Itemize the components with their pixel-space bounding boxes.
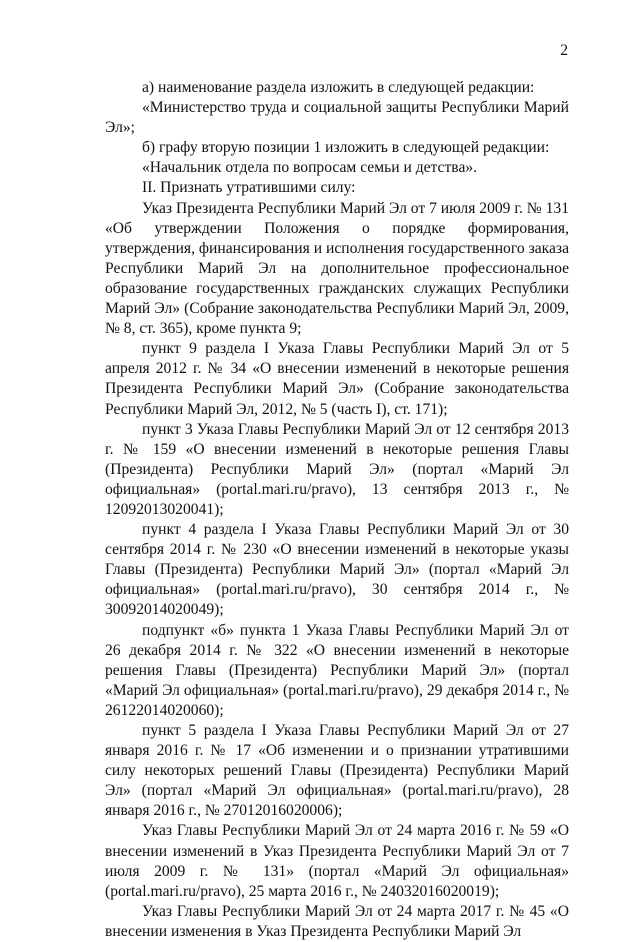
paragraph-ministry-name: «Министерство труда и социальной защиты Республики Марий Эл»; [105, 99, 569, 137]
paragraph-decree-159: пункт 3 Указа Главы Республики Марий Эл от 12 сентября 2013 г. № 159 «О внесении изменений в некоторые решения Главы (Президента) Республики Марий Эл» (портал «Марий Эл официальная» (portal.mari.ru/pravo), 13 сентября 2013 г., № 12092013020041); [105, 420, 569, 518]
paragraph-decree-34: пункт 9 раздела I Указа Главы Республики Марий Эл от 5 апреля 2012 г. № 34 «О внесении изменений в некоторые решения Президента Республики Марий Эл» (Собрание законодательства Республики Марий Эл, 2012, № 5 (часть I), ст. 171); [105, 340, 569, 418]
paragraph-amendment-b: б) графу вторую позиции 1 изложить в следующей редакции: [142, 139, 550, 157]
paragraph-decree-131: Указ Президента Республики Марий Эл от 7 июля 2009 г. № 131 «Об утверждении Положения о порядке формирования, утверждения, финансирования и исполнения государственного заказа Республики Марий Эл на дополнительное профессиональное образование государственных гражданских служащих Республики Марий Эл» (Собрание законодательства Республики Марий Эл, 2009, № 8, ст. 365), кроме пункта 9; [105, 199, 569, 338]
paragraph-decree-59: Указ Главы Республики Марий Эл от 24 марта 2016 г. № 59 «О внесении изменений в Указ Президента Республики Марий Эл от 7 июля 2009 г. № 131» (портал «Марий Эл официальная» (portal.mari.ru/pravo), 25 марта 2016 г., № 24032016020019); [105, 822, 569, 900]
paragraph-decree-230: пункт 4 раздела I Указа Главы Республики Марий Эл от 30 сентября 2014 г. № 230 «О внесении изменений в некоторые указы Главы (Президента) Республики Марий Эл» (портал «Марий Эл официальная» (portal.mari.ru/pravo), 30 сентября 2014 г., № 30092014020049); [105, 521, 569, 619]
paragraph-decree-322: подпункт «б» пункта 1 Указа Главы Республики Марий Эл от 26 декабря 2014 г. № 322 «О внесении изменений в некоторые решения Главы (Президента) Республики Марий Эл» (портал «Марий Эл официальная» (portal.mari.ru/pravo), 29 декабря 2014 г., № 26122014020060); [105, 621, 569, 719]
paragraph-amendment-a: а) наименование раздела изложить в следующей редакции: [142, 79, 535, 96]
paragraph-section-ii: II. Признать утратившими силу: [142, 179, 356, 197]
paragraph-decree-45: Указ Главы Республики Марий Эл от 24 марта 2017 г. № 45 «О внесении изменения в Указ Президента Республики Марий Эл [105, 902, 569, 940]
paragraph-decree-17: пункт 5 раздела I Указа Главы Республики Марий Эл от 27 января 2016 г. № 17 «Об изменении и о признании утратившими силу некоторых решений Главы (Президента) Республики Марий Эл» (портал «Марий Эл официальная» (portal.mari.ru/pravo), 28 января 2016 г., № 27012016020006); [105, 722, 569, 820]
paragraph-position-title: «Начальник отдела по вопросам семьи и детства». [142, 159, 478, 177]
document-body [105, 78, 569, 942]
page-number: 2 [560, 42, 568, 59]
